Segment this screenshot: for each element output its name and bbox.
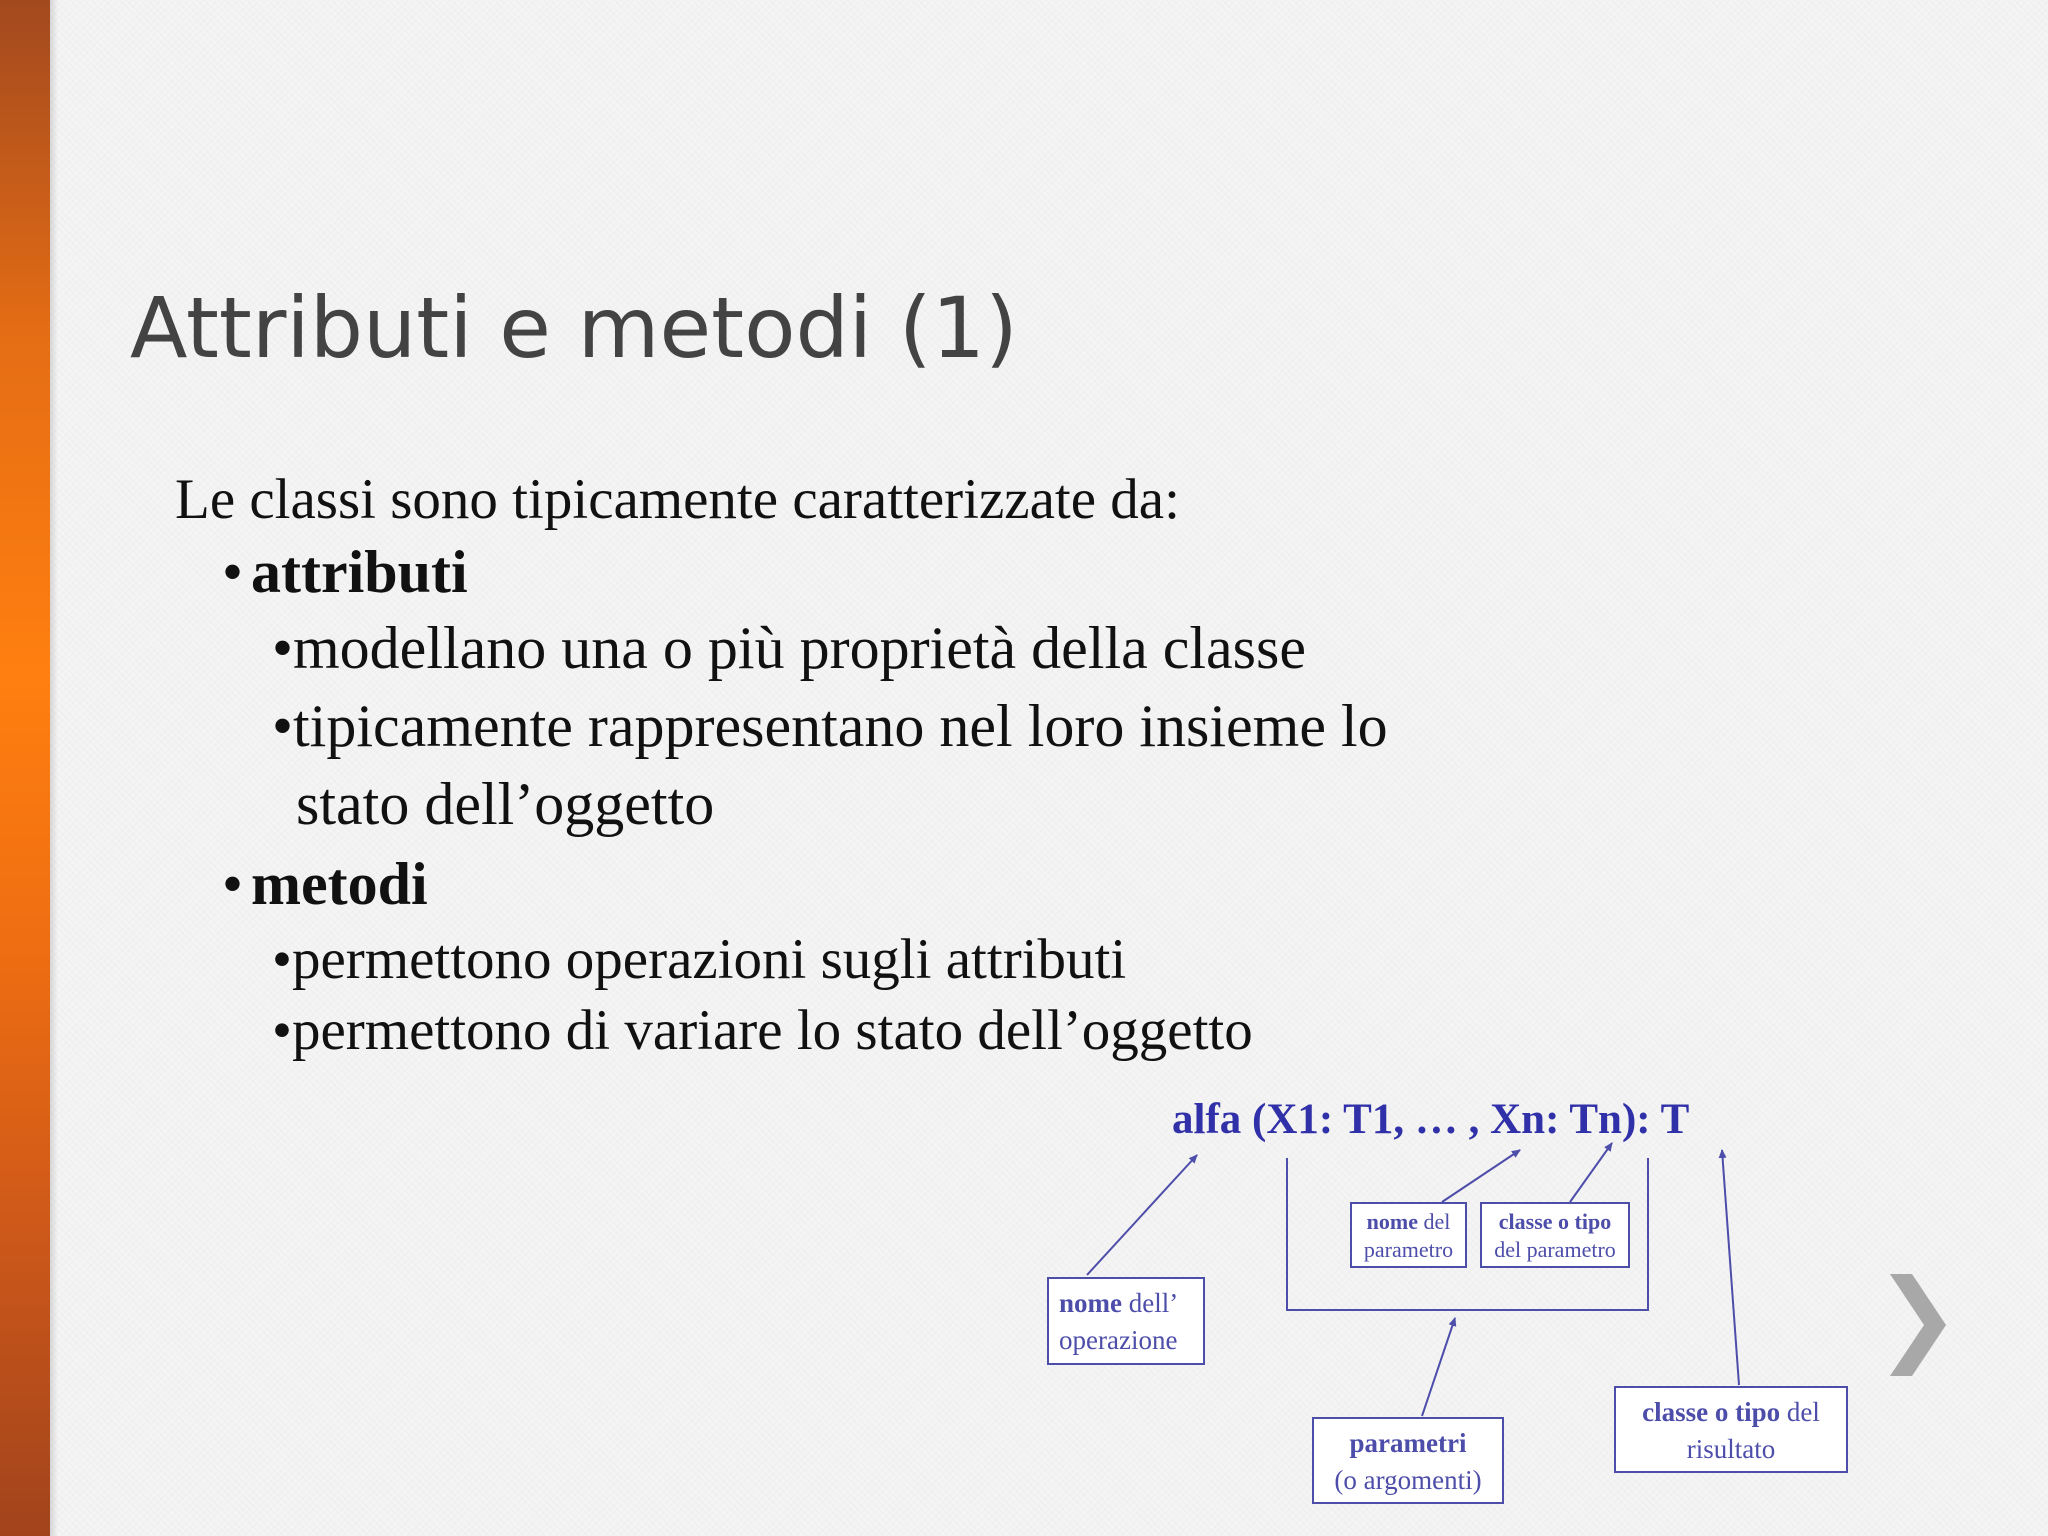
bullet-icon: • [222, 539, 244, 605]
side-bar-shadow [50, 0, 58, 1536]
orange-side-bar [0, 0, 50, 1536]
sub-bullet-text: tipicamente rappresentano nel loro insieme lo [293, 693, 1388, 759]
label-nome-operazione: nome dell’ operazione [1047, 1277, 1205, 1365]
arrow-nome-operazione [1087, 1155, 1197, 1275]
intro-text: Le classi sono tipicamente caratterizzate da: [175, 468, 1180, 531]
bullet-icon: • [272, 615, 294, 681]
arrow-nome-parametro [1442, 1150, 1520, 1202]
sub-bullet [272, 691, 1388, 761]
sub-bullet-text: permettono operazioni sugli attributi [291, 928, 1127, 991]
bullet-icon: • [272, 693, 294, 759]
arrow-classe-risultato [1722, 1150, 1739, 1385]
bullet-label: metodi [251, 851, 428, 917]
sub-bullet [272, 996, 1253, 1066]
label-parametri: parametri (o argomenti) [1312, 1417, 1504, 1504]
operation-signature: alfa (X1: T1, … , Xn: Tn): T [1172, 1096, 1690, 1143]
bullet-icon: • [272, 999, 292, 1062]
bullet-label: attributi [251, 539, 468, 605]
sub-bullet [272, 925, 1126, 995]
bullet-icon: • [272, 928, 292, 991]
label-classe-risultato: classe o tipo del risultato [1614, 1386, 1848, 1473]
slide-title: Attributi e metodi (1) [130, 279, 1018, 377]
arrow-classe-parametro [1570, 1143, 1612, 1202]
sub-bullet-text: modellano una o più proprietà della classe [293, 615, 1307, 681]
sub-bullet [272, 613, 1306, 683]
arrow-parametri [1422, 1318, 1455, 1416]
bullet-attributi [222, 537, 468, 607]
sub-bullet-text: permettono di variare lo stato dell’oggetto [291, 999, 1253, 1062]
label-classe-parametro: classe o tipo del parametro [1480, 1202, 1630, 1268]
label-nome-parametro: nome del parametro [1350, 1202, 1467, 1268]
chevron-right-icon [1882, 1270, 1952, 1380]
bullet-metodi [222, 849, 428, 919]
next-slide-button[interactable] [1882, 1270, 1952, 1380]
bullet-icon: • [222, 851, 244, 917]
sub-bullet-continuation: stato dell’oggetto [296, 771, 715, 837]
